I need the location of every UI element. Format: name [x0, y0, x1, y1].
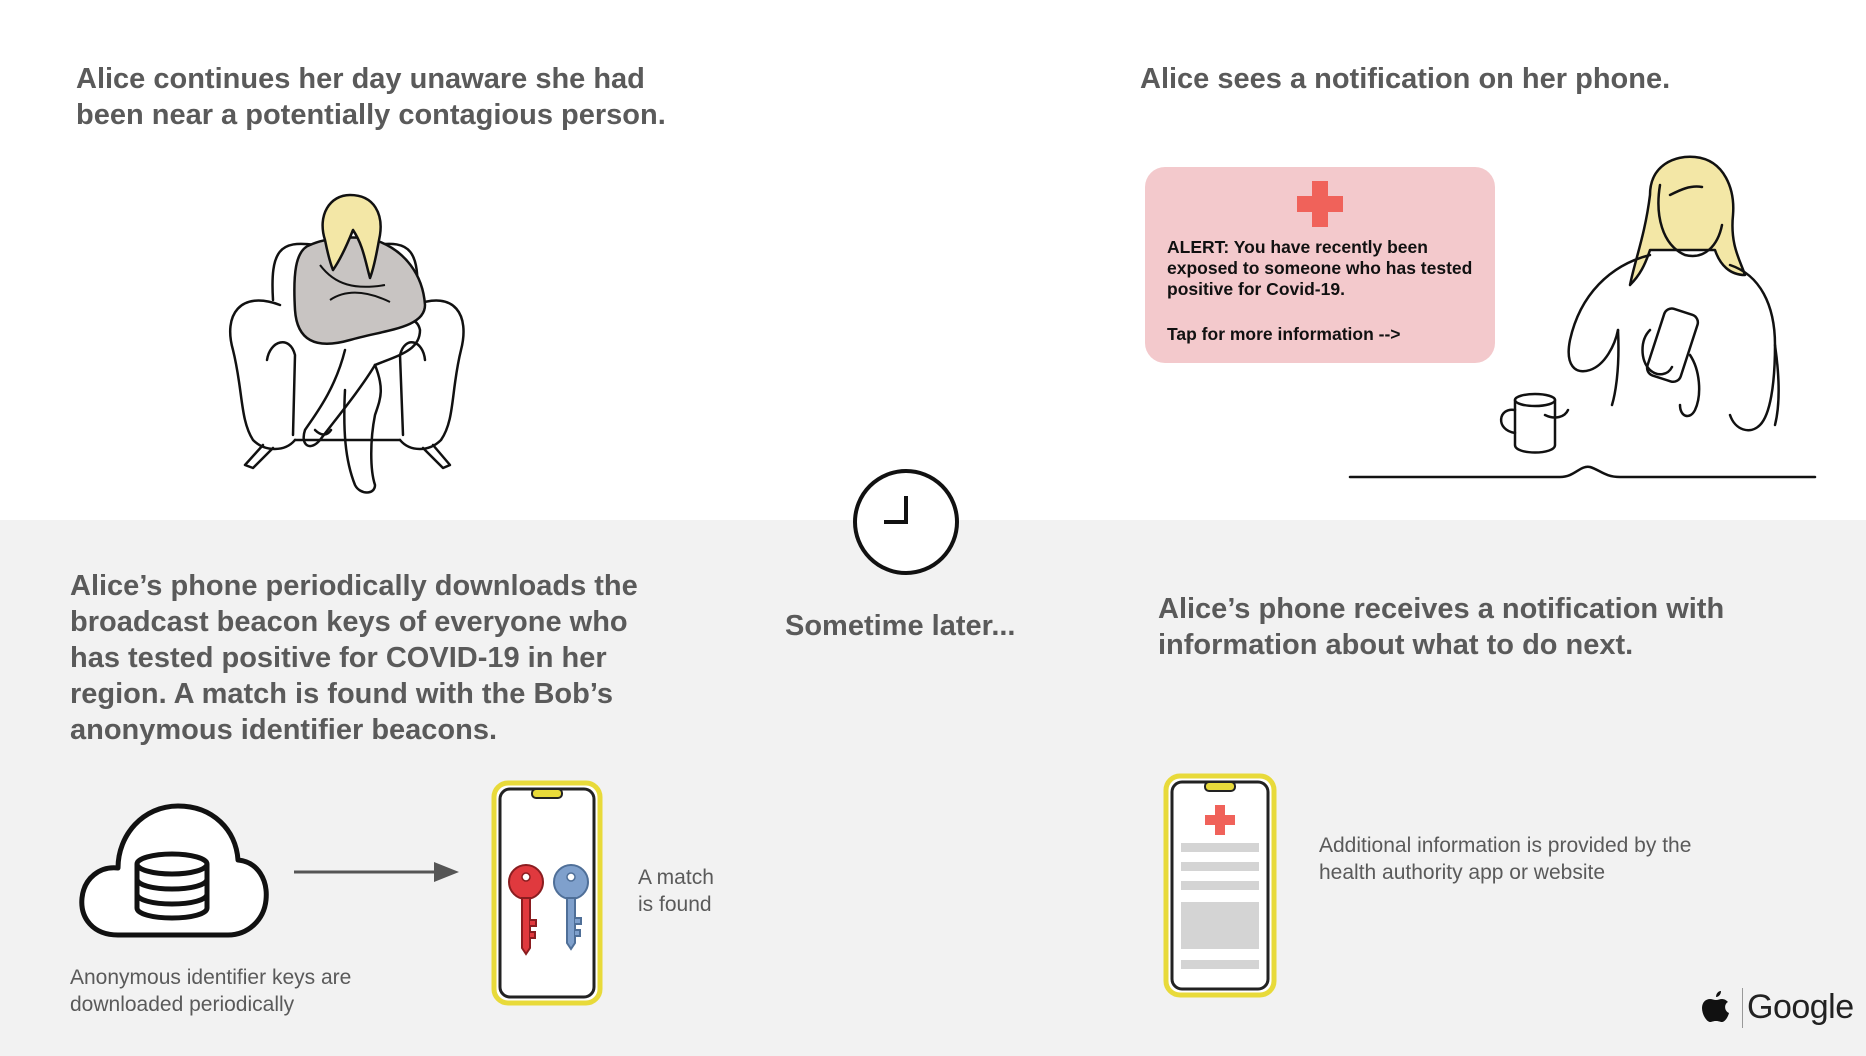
bottom-left-heading-line-2: broadcast beacon keys of everyone who [70, 606, 628, 638]
cloud-database-icon [78, 800, 270, 940]
match-caption [638, 864, 714, 918]
match-caption-line-1: A match [638, 866, 714, 889]
bottom-left-heading [70, 568, 638, 748]
top-left-heading [76, 61, 666, 133]
bottom-right-heading-line-2: information about what to do next. [1158, 629, 1634, 661]
sometime-later-label: Sometime later... [785, 610, 1016, 642]
bottom-left-heading-line-5: anonymous identifier beacons. [70, 714, 498, 746]
cloud-caption-line-1: Anonymous identifier keys are [70, 966, 352, 989]
bottom-left-heading-line-4: region. A match is found with the Bob’s [70, 678, 613, 710]
bottom-left-heading-line-3: has tested positive for COVID-19 in her [70, 642, 607, 674]
medical-cross-icon [1297, 181, 1343, 227]
health-info-caption [1319, 832, 1691, 886]
phone-with-keys-icon [491, 780, 603, 1006]
alice-with-phone-illustration [1350, 155, 1815, 485]
bottom-left-heading-line-1: Alice’s phone periodically downloads the [70, 570, 638, 602]
cloud-caption [70, 964, 351, 1018]
bottom-right-heading [1158, 591, 1724, 663]
clock-icon [852, 468, 960, 576]
top-left-heading-line-2: been near a potentially contagious person. [76, 99, 666, 131]
google-wordmark: Google [1747, 988, 1854, 1026]
alert-message-line-3: positive for Covid-19. [1167, 279, 1345, 299]
top-right-heading: Alice sees a notification on her phone. [1140, 63, 1671, 95]
alert-message-line-2: exposed to someone who has tested [1167, 258, 1473, 278]
health-info-caption-line-2: health authority app or website [1319, 861, 1606, 884]
cloud-caption-line-2: downloaded periodically [70, 993, 295, 1016]
apple-logo-icon [1702, 990, 1730, 1024]
brand-divider [1742, 988, 1743, 1028]
top-left-heading-line-1: Alice continues her day unaware she had [76, 63, 645, 95]
phone-health-info-icon [1163, 773, 1277, 998]
alert-tap-link[interactable]: Tap for more information --> [1167, 324, 1401, 344]
match-caption-line-2: is found [638, 893, 712, 916]
alice-in-armchair-illustration [225, 190, 490, 495]
download-arrow-icon [294, 862, 459, 882]
health-info-caption-line-1: Additional information is provided by the [1319, 834, 1692, 857]
alert-message-line-1: ALERT: You have recently been [1167, 237, 1428, 257]
bottom-right-heading-line-1: Alice’s phone receives a notification with [1158, 593, 1725, 625]
